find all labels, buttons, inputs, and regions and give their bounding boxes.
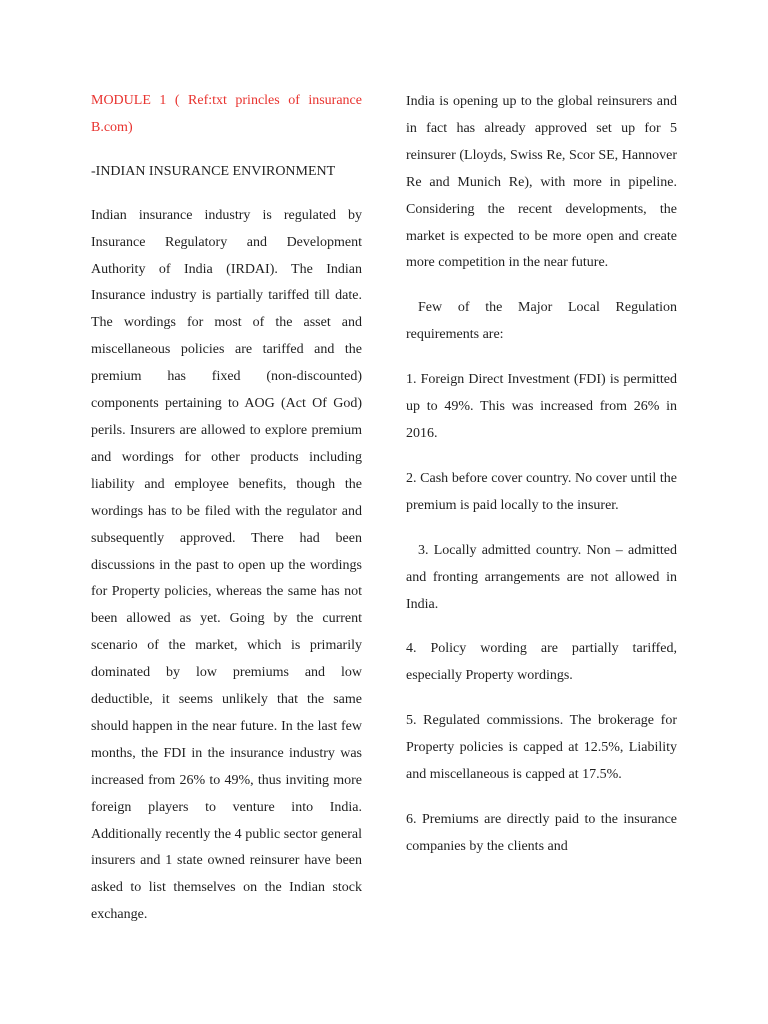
module-title: MODULE 1 ( Ref:txt princles of insurance B.com) <box>91 93 362 135</box>
requirement-item-6: 6. Premiums are directly paid to the insurance companies by the clients and <box>406 811 677 854</box>
intro-paragraph: India is opening up to the global reinsurers and in fact has already approved set up for 5 reinsurer (Lloyds, Swiss Re, Scor SE, Hannover Re and Munich Re), with more in pipeline. Considering the recent developments, the market is expected to be more open and create more competition in the near future. <box>406 94 677 271</box>
requirements-intro: Few of the Major Local Regulation requirements are: <box>406 300 677 343</box>
requirement-item-5: 5. Regulated commissions. The brokerage for Property policies is capped at 12.5%, Liability and miscellaneous is capped at 17.5%. <box>406 713 677 783</box>
requirement-item-3: 3. Locally admitted country. Non – admitted and fronting arrangements are not allowed in India. <box>406 542 677 612</box>
body-paragraph: Indian insurance industry is regulated by Insurance Regulatory and Development Authority of India (IRDAI). The Indian Insurance industry is partially tariffed till date. The wordings for most of the asset and miscellaneous policies are tariffed and the premium has fixed (non-discounted) components pertaining to AOG (Act Of God) perils. Insurers are allowed to explore premium and wordings for other products including liability and employee benefits, though the wordings has to be filed with the regulator and subsequently approved. There had been discussions in the past to open up the wordings for Property policies, whereas the same has not been allowed as yet. Going by the current scenario of the market, which is primarily dominated by low premiums and low deductible, it seems unlikely that the same should happen in the near future. In the last few months, the FDI in the insurance industry was increased from 26% to 49%, thus inviting more foreign players to venture into India. Additionally recently the 4 public sector general insurers and 1 state owned reinsurer have been asked to list themselves on the Indian stock exchange. <box>91 207 362 923</box>
requirement-item-4: 4. Policy wording are partially tariffed, especially Property wordings. <box>406 641 677 684</box>
right-column <box>406 89 677 861</box>
requirement-item-1: 1. Foreign Direct Investment (FDI) is permitted up to 49%. This was increased from 26% in 2016. <box>406 372 677 441</box>
section-heading: -INDIAN INSURANCE ENVIRONMENT <box>91 163 336 179</box>
requirement-item-2: 2. Cash before cover country. No cover until the premium is paid locally to the insurer. <box>406 470 677 513</box>
left-column <box>91 88 362 929</box>
